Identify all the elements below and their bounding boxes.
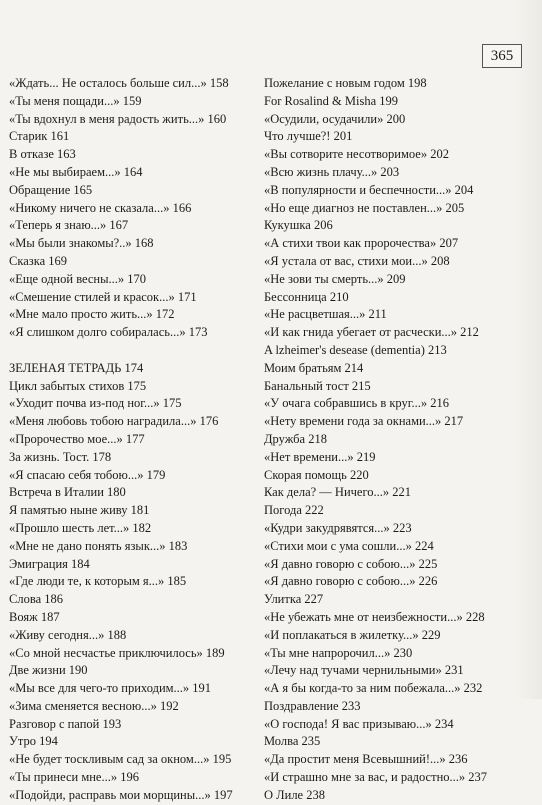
toc-entry: «Мы были знакомы?..» 168: [9, 236, 154, 251]
toc-entry: Встреча в Италии 180: [9, 485, 126, 500]
toc-entry: Цикл забытых стихов 175: [9, 378, 147, 393]
toc-entry: Молва 235: [264, 734, 321, 749]
toc-entry: «Да простит меня Всевышний!...» 236: [264, 752, 468, 767]
toc-entry: Слова 186: [9, 592, 63, 607]
toc-entry: «Не убежать мне от неизбежности...» 228: [264, 609, 485, 624]
toc-left-group-1: [9, 75, 239, 342]
toc-entry: «Мы все для чего-то приходим...» 191: [9, 681, 212, 696]
toc-entry: «Где люди те, к которым я...» 185: [9, 574, 187, 589]
toc-entry: Поздравление 233: [264, 698, 361, 713]
toc-entry: За жизнь. Тост. 178: [9, 449, 112, 464]
toc-entry: Моим братьям 214: [264, 360, 364, 375]
toc-entry: О Лиле 238: [264, 787, 325, 802]
toc-entry: A lzheimer's desease (dementia) 213: [264, 342, 447, 357]
toc-entry: «Никому ничего не сказала...» 166: [9, 200, 192, 215]
toc-entry: Старик 161: [9, 129, 70, 144]
toc-entry: «Прошло шесть лет...» 182: [9, 520, 152, 535]
toc-entry: «Пророчество мое...» 177: [9, 431, 145, 446]
toc-entry: Банальный тост 215: [264, 378, 371, 393]
toc-entry: «Стихи мои с ума сошли...» 224: [264, 538, 434, 553]
toc-entry: «Не зови ты смерть...» 209: [264, 271, 406, 286]
toc-entry: Обращение 165: [9, 182, 93, 197]
toc-entry: «В популярности и беспечности...» 204: [264, 182, 474, 197]
toc-entry: «Ты меня пощади...» 159: [9, 93, 142, 108]
toc-entry: «И поплакаться в жилетку...» 229: [264, 627, 441, 642]
toc-entry: Вояж 187: [9, 609, 60, 624]
toc-entry: «Уходит почва из-под ног...» 175: [9, 396, 182, 411]
toc-entry: «Ждать... Не осталось больше сил...» 158: [9, 76, 229, 90]
toc-entry: «Ты мне напророчил...» 230: [264, 645, 413, 660]
toc-entry: «Еще одной весны...» 170: [9, 271, 147, 286]
toc-entry: «Мне не дано понять язык...» 183: [9, 538, 188, 553]
toc-entry: Погода 222: [264, 503, 324, 518]
toc-entry: «Всю жизнь плачу...» 203: [264, 164, 400, 179]
page-number: 365: [482, 44, 522, 68]
toc-entry: «Нет времени...» 219: [264, 449, 376, 464]
toc-entry: «Лечу над тучами чернильными» 231: [264, 663, 464, 678]
toc-entry: «И как гнида убегает от расчески...» 212: [264, 325, 479, 340]
page-edge-shadow: [516, 0, 542, 699]
toc-entry: Сказка 169: [9, 253, 68, 268]
toc-entry: «Нету времени года за окнами...» 217: [264, 414, 464, 429]
toc-entry: «Вы сотворите несотворимое» 202: [264, 147, 449, 162]
toc-entry: «Не будет тоскливым сад за окном...» 195: [9, 752, 232, 767]
toc-right-list: [264, 75, 514, 805]
toc-entry: «Ты принеси мне...» 196: [9, 770, 139, 785]
toc-entry: «О господа! Я вас призываю...» 234: [264, 716, 454, 731]
toc-entry: Разговор с папой 193: [9, 716, 122, 731]
toc-entry: «Осудили, осудачили» 200: [264, 111, 406, 126]
toc-entry: Что лучше?! 201: [264, 129, 353, 144]
toc-entry: Как дела? — Ничего...» 221: [264, 485, 412, 500]
toc-entry: Бессонница 210: [264, 289, 349, 304]
toc-entry: Дружба 218: [264, 431, 327, 446]
toc-entry: «Я спасаю себя тобою...» 179: [9, 467, 166, 482]
toc-left-group-2: [9, 378, 239, 805]
section-heading: ЗЕЛЕНАЯ ТЕТРАДЬ 174: [9, 360, 144, 375]
toc-entry: «Не мы выбираем...» 164: [9, 164, 143, 179]
toc-entry: «Ты вдохнул в меня радость жить...» 160: [9, 111, 227, 126]
toc-entry: «Зима сменяется весною...» 192: [9, 698, 179, 713]
toc-entry: «И страшно мне за вас, и радостно...» 237: [264, 770, 488, 785]
toc-entry: «Смешение стилей и красок...» 171: [9, 289, 197, 304]
toc-entry: Пожелание с новым годом 198: [264, 76, 427, 90]
toc-entry: «Но еще диагноз не поставлен...» 205: [264, 200, 465, 215]
section-spacer: [9, 342, 239, 360]
toc-entry: «Я слишком долго собиралась...» 173: [9, 325, 208, 340]
toc-entry: «Я давно говорю с собою...» 225: [264, 556, 438, 571]
toc-entry: Я памятью ныне живу 181: [9, 503, 150, 518]
toc-entry: «Меня любовь тобою наградила...» 176: [9, 414, 219, 429]
toc-entry: «Я устала от вас, стихи мои...» 208: [264, 253, 450, 268]
toc-entry: Утро 194: [9, 734, 58, 749]
toc-entry: «А стихи твои как пророчества» 207: [264, 236, 459, 251]
toc-left-column: [9, 75, 239, 805]
toc-entry: «Со мной несчастье приключилось» 189: [9, 645, 225, 660]
toc-entry: Кукушка 206: [264, 218, 333, 233]
toc-entry: «Теперь я знаю...» 167: [9, 218, 129, 233]
toc-entry: Улитка 227: [264, 592, 324, 607]
toc-entry: For Rosalind & Misha 199: [264, 93, 399, 108]
toc-entry: «А я бы когда-то за ним побежала...» 232: [264, 681, 483, 696]
toc-entry: В отказе 163: [9, 147, 76, 162]
toc-entry: «У очага собравшись в круг...» 216: [264, 396, 449, 411]
toc-entry: «Подойди, расправь мои морщины...» 197: [9, 787, 233, 802]
toc-entry: Две жизни 190: [9, 663, 88, 678]
toc-entry: «Живу сегодня...» 188: [9, 627, 127, 642]
toc-entry: «Я давно говорю с собою...» 226: [264, 574, 438, 589]
toc-entry: «Мне мало просто жить...» 172: [9, 307, 175, 322]
toc-right-column: [264, 75, 514, 805]
toc-entry: Скорая помощь 220: [264, 467, 369, 482]
toc-entry: «Не расцветшая...» 211: [264, 307, 387, 322]
toc-entry: «Кудри закудрявятся...» 223: [264, 520, 412, 535]
toc-entry: Эмиграция 184: [9, 556, 90, 571]
